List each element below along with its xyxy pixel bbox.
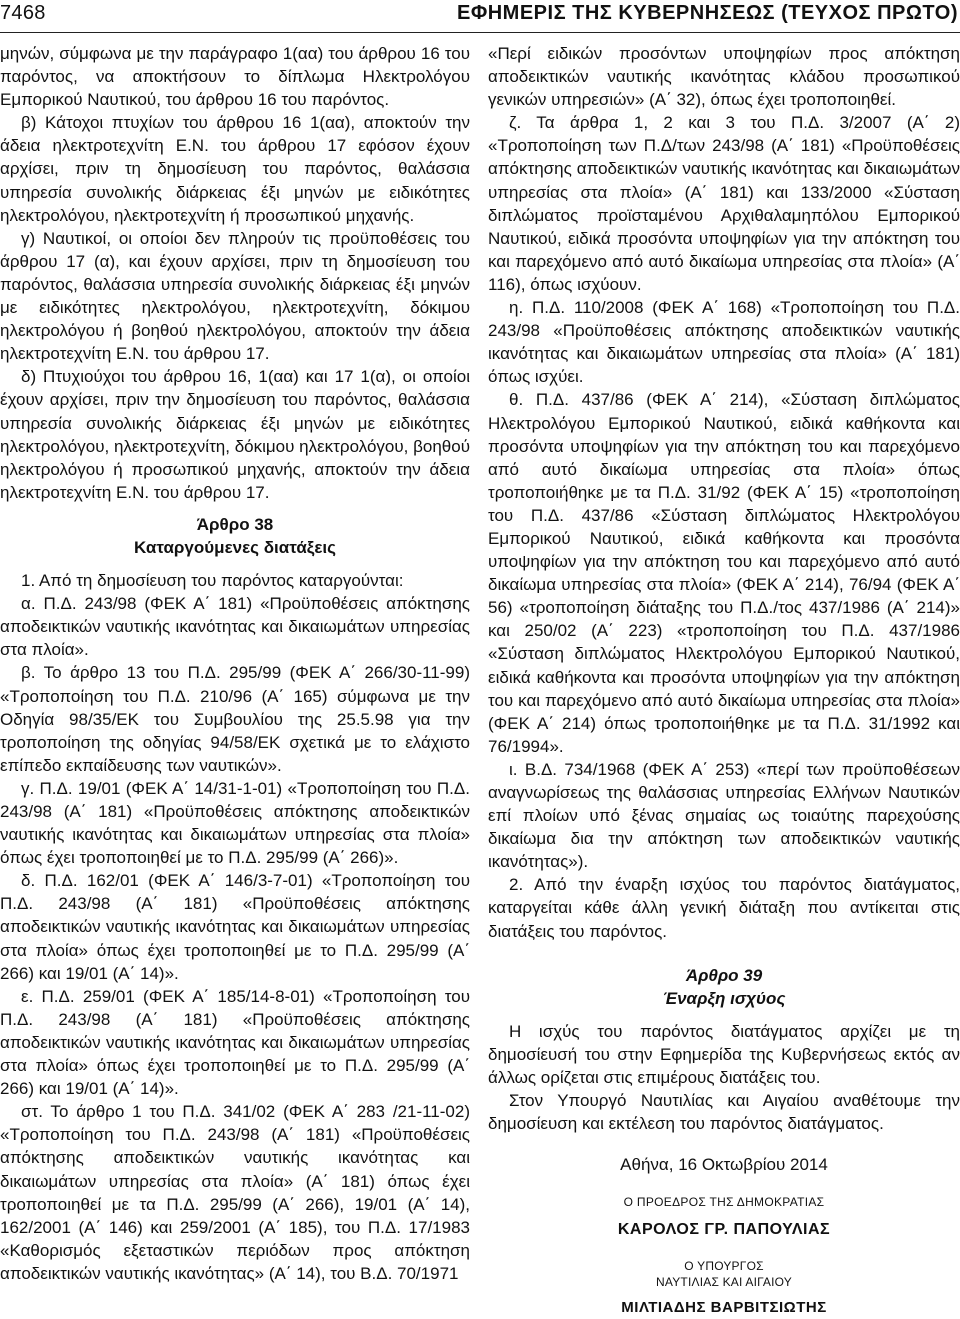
paragraph: 1. Από τη δημοσίευση του παρόντος καταργούνται: — [21, 571, 404, 591]
article-38-subheading: Καταργούμενες διατάξεις — [134, 537, 336, 557]
paragraph: 2. Από την έναρξη ισχύος του παρόντος διατάγματος, καταργείται κάθε άλλη γενική διάταξη που αντίκειται στις διατάξεις του παρόντος. — [488, 875, 960, 941]
left-column — [0, 42, 470, 1285]
paragraph: ε. Π.Δ. 259/01 (ΦΕΚ Α΄ 185/14-8-01) «Τροποποίηση του Π.Δ. 243/98 (Α΄ 181) «Προϋποθέσεις απόκτησης αποδεικτικών ναυτικής ικανότητας και δικαιωμάτων υπηρεσίας στα πλοία» όπως έχει τροποποιηθεί με το Π.Δ. 295/99 (Α΄ 266) και 19/01 (Α΄ 14)». — [0, 986, 470, 1099]
paragraph: γ) Ναυτικοί, οι οποίοι δεν πληρούν τις προϋποθέσεις του άρθρου 17 (α), και έχουν αρχίσει, πριν τη δημοσίευση του παρόντος, θαλάσσια υπηρεσία συνολικής διάρκειας έξι μηνών με ειδικότητες ηλεκτρολόγου, ηλεκτροτεχνίτη, δόκιμου ηλεκτρολόγου ή βοηθού ηλεκτρολόγου, αποκτούν την άδεια ηλεκτροτεχνίτη Ε.Ν. του άρθρου 17. — [0, 228, 470, 364]
paragraph: ζ. Τα άρθρα 1, 2 και 3 του Π.Δ. 3/2007 (Α΄ 2) «Τροποποίηση των Π.Δ/των 243/98 (Α΄ 181) «Προϋποθέσεις απόκτησης αποδεικτικών ναυτικής ικανότητας και δικαιωμάτων υπηρεσίας στα πλοία» (Α΄ 181) και 133/2000 «Σύσταση διπλώματος προϊσταμένου Αρχιθαλαμηπόλου Εμπορικού Ναυτικού, ειδικά προσόντα υποψηφίων για την απόκτηση του και παρεχόμενο από αυτό δικαίωμα υπηρεσίας στα πλοία» (Α΄ 116), όπως ισχύουν. — [488, 113, 960, 294]
paragraph: ι. Β.Δ. 734/1968 (ΦΕΚ Α΄ 253) «περί των προϋποθέσεων αναγνωρίσεως της θαλάσσιας υπηρεσίας Ελλήνων Ναυτικών επί πλοίων υπό ξένας σημαίας ως τοιαύτης παρεχούσης δικαίωμα δια την απόκτηση των αποδεικτικών ναυτικής ικανότητας»). — [488, 759, 960, 872]
page-number: 7468 — [0, 2, 46, 24]
paragraph: στ. Το άρθρο 1 του Π.Δ. 341/02 (ΦΕΚ Α΄ 283 /21-11-02) «Τροποποίηση του Π.Δ. 243/98 (Α΄ 181) «Προϋποθέσεις απόκτησης αποδεικτικών ναυτικής ικανότητας και δικαιωμάτων υπηρεσίας στα πλοία» (Α΄ 181) όπως έχει τροποποιηθεί με τα Π.Δ. 295/99 (Α΄ 266), 19/01 (Α΄ 14), 162/2001 (Α΄ 146) και 259/2001 (Α΄ 185), του Π.Δ. 17/1983 «Καθορισμός εξεταστικών περιόδων προς απόκτηση αποδεικτικών ναυτικής ικανότητας» (Α΄ 14), του Β.Δ. 70/1971 — [0, 1102, 470, 1283]
paragraph: «Περί ειδικών προσόντων υποψηφίων προς απόκτηση αποδεικτικών ναυτικής ικανότητας κλάδου προσωπικού γενικών υπηρεσιών» (Α΄ 32), όπως έχει τροποποιηθεί. — [488, 44, 960, 110]
paragraph: β. Το άρθρο 13 του Π.Δ. 295/99 (ΦΕΚ Α΄ 266/30-11-99) «Τροποποίηση του Π.Δ. 210/96 (Α΄ 165) σύμφωνα με την Οδηγία 98/35/ΕΚ του Συμβουλίου της 25.5.98 για την τροποποίηση της οδηγίας 94/58/ΕΚ σχετικά με το ελάχιστο επίπεδο εκπαίδευσης των ναυτικών». — [0, 663, 470, 775]
paragraph: μηνών, σύμφωνα με την παράγραφο 1(αα) του άρθρου 16 του παρόντος, να αποκτήσουν το δίπλωμα Ηλεκτρολόγου Εμπορικού Ναυτικού, του άρθρου 16 του παρόντος. — [0, 44, 470, 110]
right-column — [488, 42, 960, 1319]
president-role: Ο ΠΡΟΕΔΡΟΣ ΤΗΣ ΔΗΜΟΚΡΑΤΙΑΣ — [623, 1195, 825, 1210]
article-38-heading: Άρθρο 38 — [196, 514, 274, 534]
paragraph: η. Π.Δ. 110/2008 (ΦΕΚ Α΄ 168) «Τροποποίηση του Π.Δ. 243/98 «Προϋποθέσεις απόκτησης αποδεικτικών ναυτικής ικανότητας και δικαιωμάτων υπηρεσίας στα πλοία» (Α΄ 181) όπως ισχύει. — [488, 298, 960, 387]
paragraph: θ. Π.Δ. 437/86 (ΦΕΚ Α΄ 214), «Σύσταση διπλώματος Ηλεκτρολόγου Εμπορικού Ναυτικού, ειδικά καθήκοντα και προσόντα υποψηφίων για την απόκτηση του και παρεχόμενο από αυτό δικαίωμα υπηρεσίας στα πλοία» όπως τροποποιήθηκε με τα Π.Δ. 31/92 (ΦΕΚ Α΄ 15) «τροποποίηση του Π.Δ. 437/86 «Σύσταση διπλώματος Ηλεκτρολόγου Εμπορικού Ναυτικού, ειδικά καθήκοντα και προσόντα υποψηφίων για την απόκτηση του και παρεχόμενο από αυτό δικαίωμα υπηρεσίας στα πλοία» (ΦΕΚ Α΄ 214), 76/94 (ΦΕΚ Α΄ 56) «τροποποίηση διάταξης του Π.Δ./τος 437/1986 (Α΄ 214)» και 250/02 (Α΄ 223) «τροποποίηση του Π.Δ. 437/1986 «Σύσταση διπλώματος Ηλεκτρολόγου Εμπορικού Ναυτικού, ειδικά καθήκοντα και προσόντα υποψηφίων για την απόκτηση του και παρεχόμενο από αυτό δικαίωμα υπηρεσίας στα πλοία» (ΦΕΚ Α΄ 214) όπως τροποποιήθηκε με τα Π.Δ. 31/1992 και 76/1994». — [488, 390, 960, 756]
paragraph: δ. Π.Δ. 162/01 (ΦΕΚ Α΄ 146/3-7-01) «Τροποποίηση του Π.Δ. 243/98 (Α΄ 181) «Προϋποθέσεις απόκτησης αποδεικτικών ναυτικής ικανότητας και δικαιωμάτων υπηρεσίας στα πλοία» όπως έχει τροποποιηθεί με το Π.Δ. 295/99 (Α΄ 266) και 19/01 (Α΄ 14)». — [0, 871, 470, 983]
minister-role-line1: Ο ΥΠΟΥΡΓΟΣ — [684, 1258, 764, 1273]
minister-role-line2: ΝΑΥΤΙΛΙΑΣ ΚΑΙ ΑΙΓΑΙΟΥ — [656, 1274, 792, 1289]
paragraph: Στον Υπουργό Ναυτιλίας και Αιγαίου αναθέτουμε την δημοσίευση και εκτέλεση του παρόντος διατάγματος. — [488, 1091, 960, 1134]
paragraph: α. Π.Δ. 243/98 (ΦΕΚ Α΄ 181) «Προϋποθέσεις απόκτησης αποδεικτικών ναυτικής ικανότητας και δικαιωμάτων υπηρεσίας στα πλοία». — [0, 594, 470, 660]
paragraph: δ) Πτυχιούχοι του άρθρου 16, 1(αα) και 17 1(α), οι οποίοι έχουν αρχίσει, πριν την δημοσίευση του παρόντος, θαλάσσια υπηρεσία συνολικής διάρκειας έξι μηνών με ειδικότητες ηλεκτρολόγου, ηλεκτροτεχνίτη, δόκιμου ηλεκτρολόγου, βοηθού ηλεκτρολόγου ή προσωπικού μηχανής, αποκτούν την άδεια ηλεκτροτεχνίτη Ε.Ν. του άρθρου 17. — [0, 367, 470, 502]
article-39-heading: Άρθρο 39 — [685, 965, 763, 985]
president-name: ΚΑΡΟΛΟΣ ΓΡ. ΠΑΠΟΥΛΙΑΣ — [617, 1221, 831, 1239]
gazette-title: ΕΦΗΜΕΡΙΣ ΤΗΣ ΚΥΒΕΡΝΗΣΕΩΣ (ΤΕΥΧΟΣ ΠΡΩΤΟ) — [456, 2, 958, 24]
minister-name: ΜΙΛΤΙΑΔΗΣ ΒΑΡΒΙΤΣΙΩΤΗΣ — [621, 1298, 827, 1316]
article-39-subheading: Έναρξη ισχύος — [662, 988, 786, 1008]
signature-block — [488, 1153, 960, 1318]
paragraph: γ. Π.Δ. 19/01 (ΦΕΚ Α΄ 14/31-1-01) «Τροποποίηση του Π.Δ. 243/98 (Α΄ 181) «Προϋποθέσεις απόκτησης αποδεικτικών ναυτικής ικανότητας και δικαιωμάτων υπηρεσίας στα πλοία» όπως έχει τροποποιηθεί με το Π.Δ. 295/99 (Α΄ 266)». — [0, 778, 470, 868]
paragraph: β) Κάτοχοι πτυχίων του άρθρου 16 1(αα), αποκτούν την άδεια ηλεκτροτεχνίτη Ε.Ν. του άρθρου 17 εφόσον έχουν αρχίσει, πριν τη δημοσίευση του παρόντος, θαλάσσια υπηρεσία συνολικής διάρκειας έξι μηνών με ειδικότητες ηλεκτρολόγου, ηλεκτροτεχνίτη ή προσωπικού μηχανής. — [0, 113, 470, 225]
page-header — [0, 0, 960, 33]
paragraph: Η ισχύς του παρόντος διατάγματος αρχίζει με τη δημοσίευσή του στην Εφημερίδα της Κυβερνήσεως εκτός αν άλλως ορίζεται στις επιμέρους διατάξεις του. — [488, 1021, 960, 1088]
signature-date: Αθήνα, 16 Οκτωβρίου 2014 — [620, 1155, 828, 1175]
